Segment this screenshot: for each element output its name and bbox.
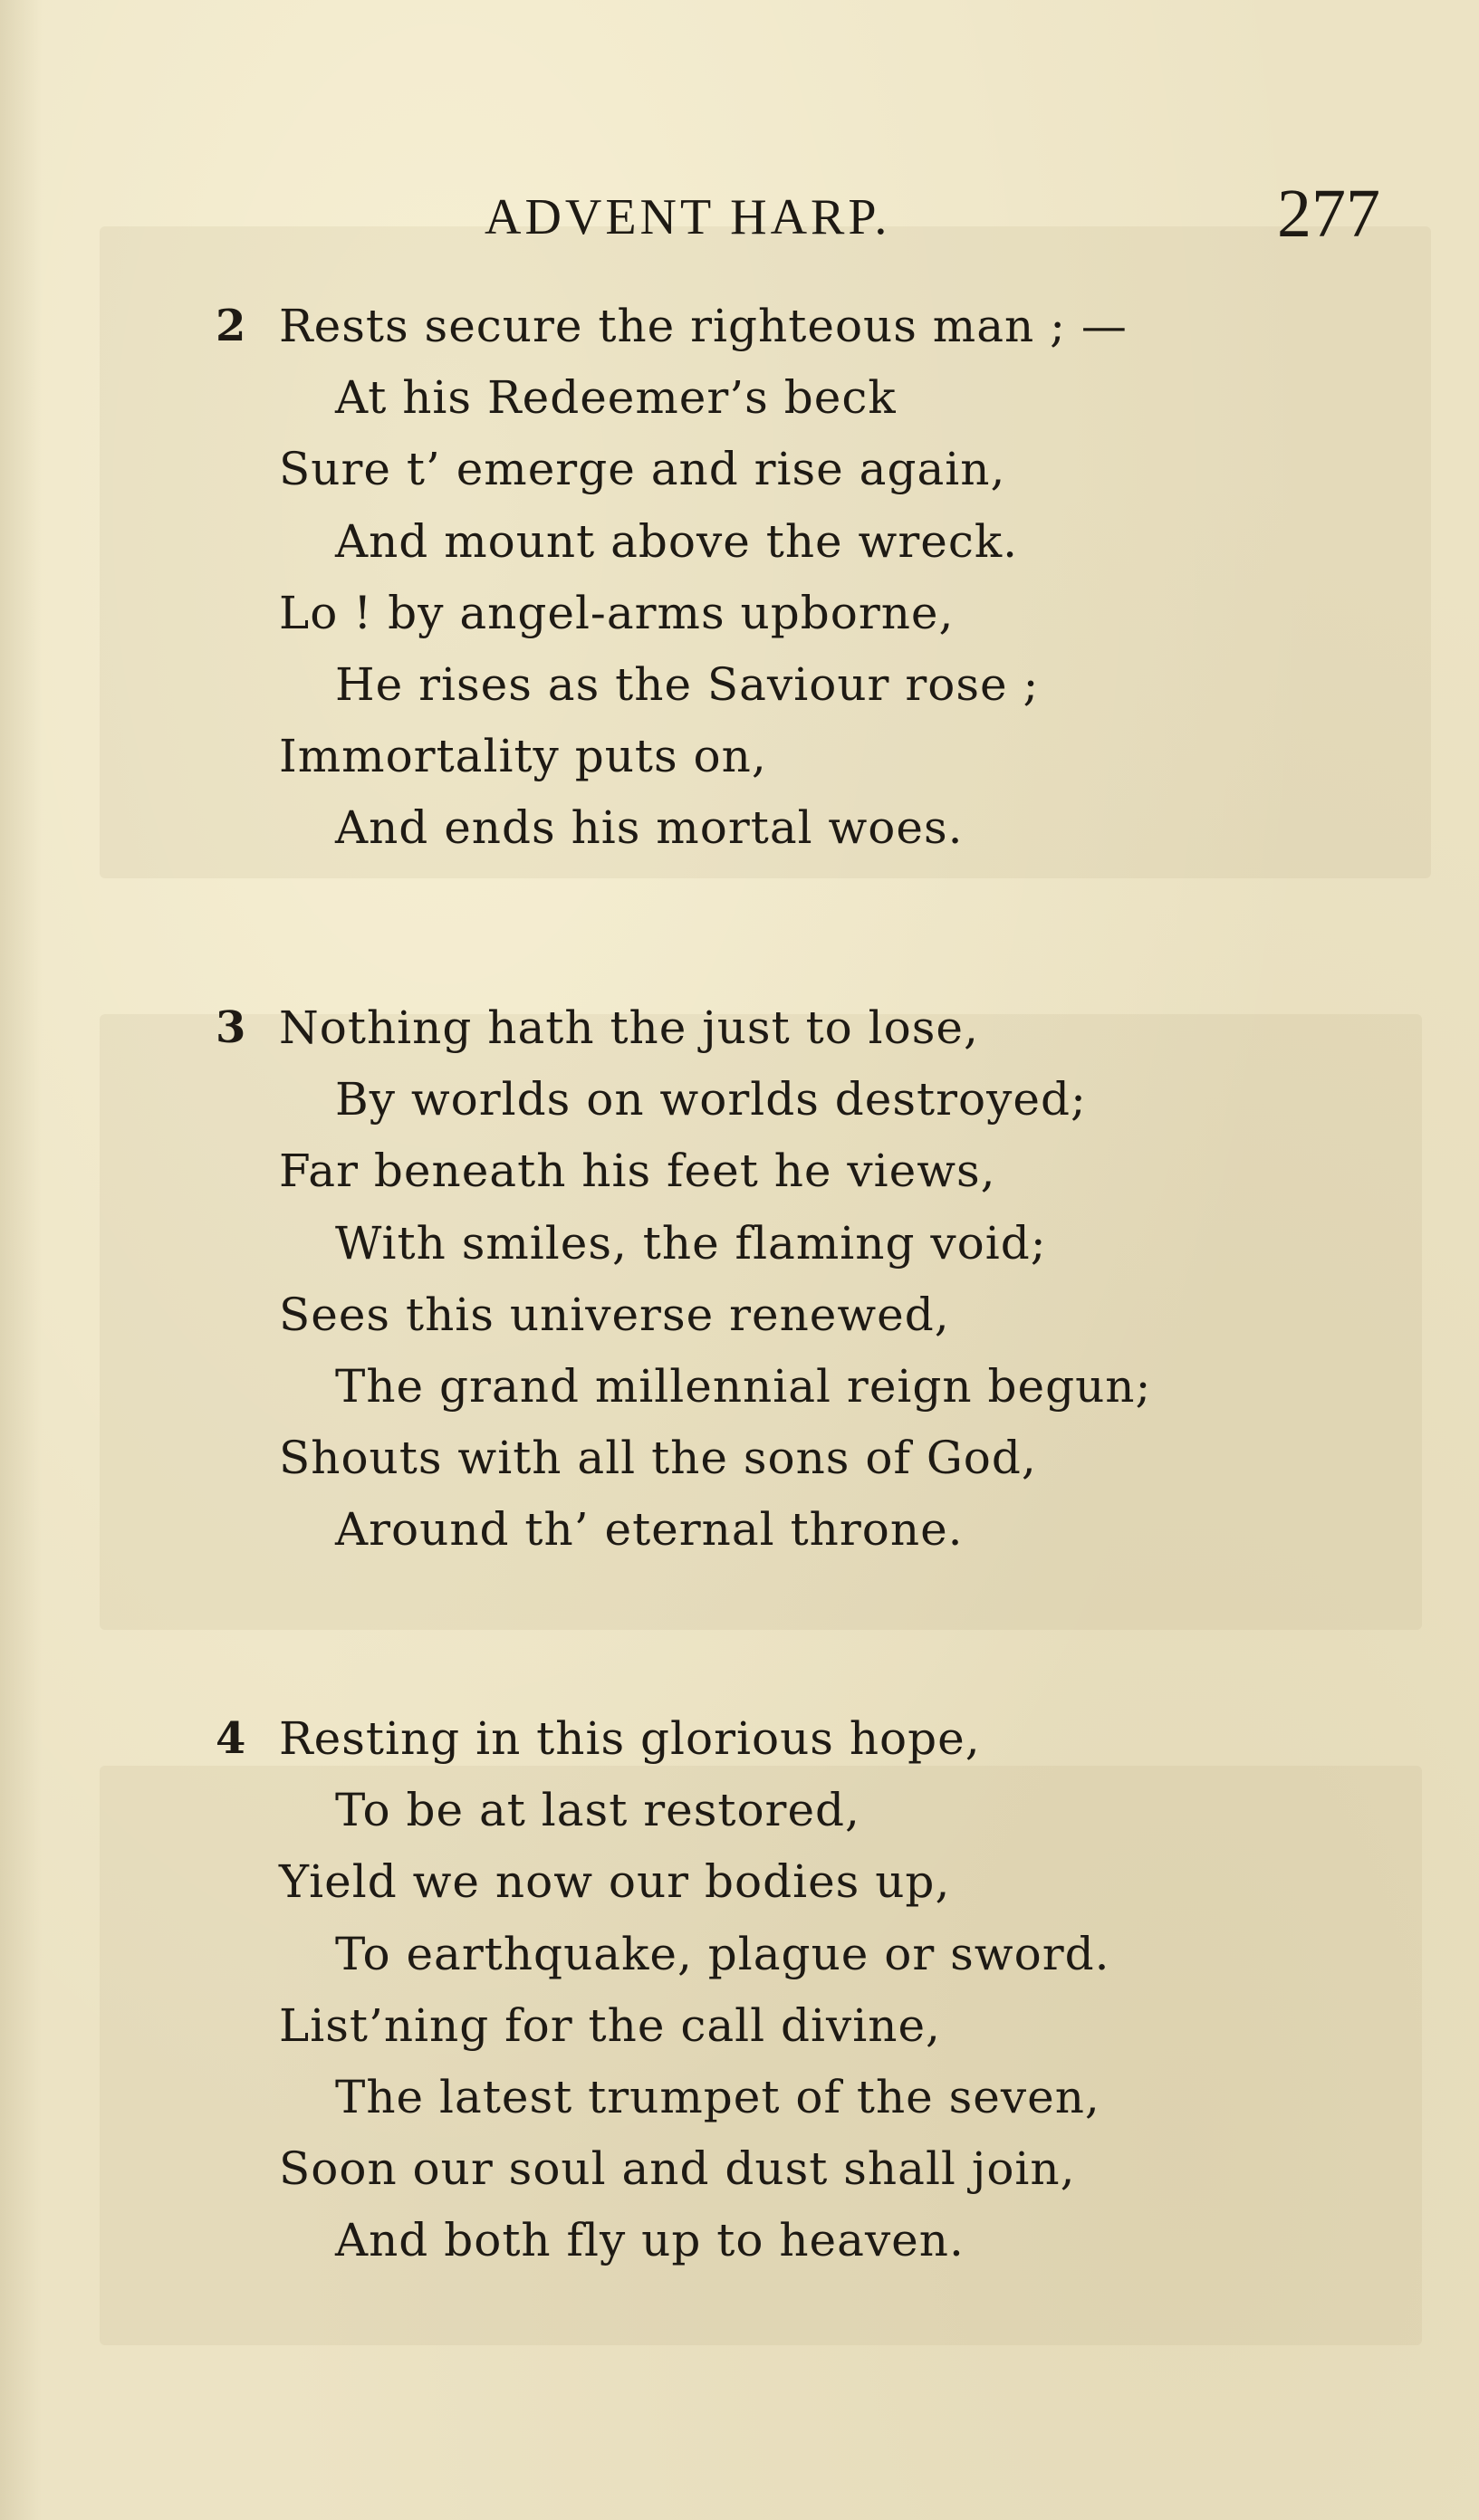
- verse-line: Immortality puts on,: [279, 730, 767, 783]
- verse-lines: [0, 290, 1479, 864]
- verse-line: Sees this universe renewed,: [279, 1288, 950, 1341]
- verse-line: To earthquake, plague or sword.: [335, 1927, 1110, 1980]
- stanza-number: 3: [216, 1002, 246, 1053]
- stanza-number: 2: [216, 301, 246, 351]
- verse-line: By worlds on worlds destroyed;: [335, 1073, 1087, 1126]
- verse-line: Rests secure the righteous man ; —: [279, 300, 1128, 352]
- verse-line: And mount above the wreck.: [335, 514, 1019, 568]
- page-number: 277: [1277, 176, 1380, 252]
- verse-line: Lo ! by angel-arms upborne,: [279, 586, 955, 639]
- verse-line: And ends his mortal woes.: [335, 801, 964, 855]
- verse-lines: [0, 1702, 1479, 2276]
- verse-line: And both fly up to heaven.: [335, 2214, 965, 2267]
- verse-line: Far beneath his feet he views,: [279, 1145, 996, 1198]
- verse-line: The latest trumpet of the seven,: [335, 2070, 1100, 2123]
- verse-line: Yield we now our bodies up,: [279, 1855, 951, 1909]
- verse-line: At his Redeemer’s beck: [335, 371, 897, 425]
- verse-line: To be at last restored,: [335, 1784, 860, 1837]
- verse-line: List’ning for the call divine,: [279, 1998, 941, 2052]
- verse-line: Resting in this glorious hope,: [279, 1712, 981, 1765]
- verse-line: With smiles, the flaming void;: [335, 1216, 1047, 1270]
- verse-line: Shouts with all the sons of God,: [279, 1432, 1037, 1485]
- stanza-number: 4: [216, 1713, 246, 1764]
- running-head: [0, 174, 1479, 255]
- verse-line: He rises as the Saviour rose ;: [335, 657, 1040, 711]
- verse-lines: [0, 992, 1479, 1566]
- verse-line: Around th’ eternal throne.: [335, 1503, 964, 1557]
- running-title: ADVENT HARP.: [485, 189, 891, 245]
- verse-line: Soon our soul and dust shall join,: [279, 2142, 1076, 2196]
- verse-line: Sure t’ emerge and rise again,: [279, 443, 1006, 496]
- verse-line: The grand millennial reign begun;: [335, 1359, 1152, 1413]
- verse-line: Nothing hath the just to lose,: [279, 1001, 979, 1054]
